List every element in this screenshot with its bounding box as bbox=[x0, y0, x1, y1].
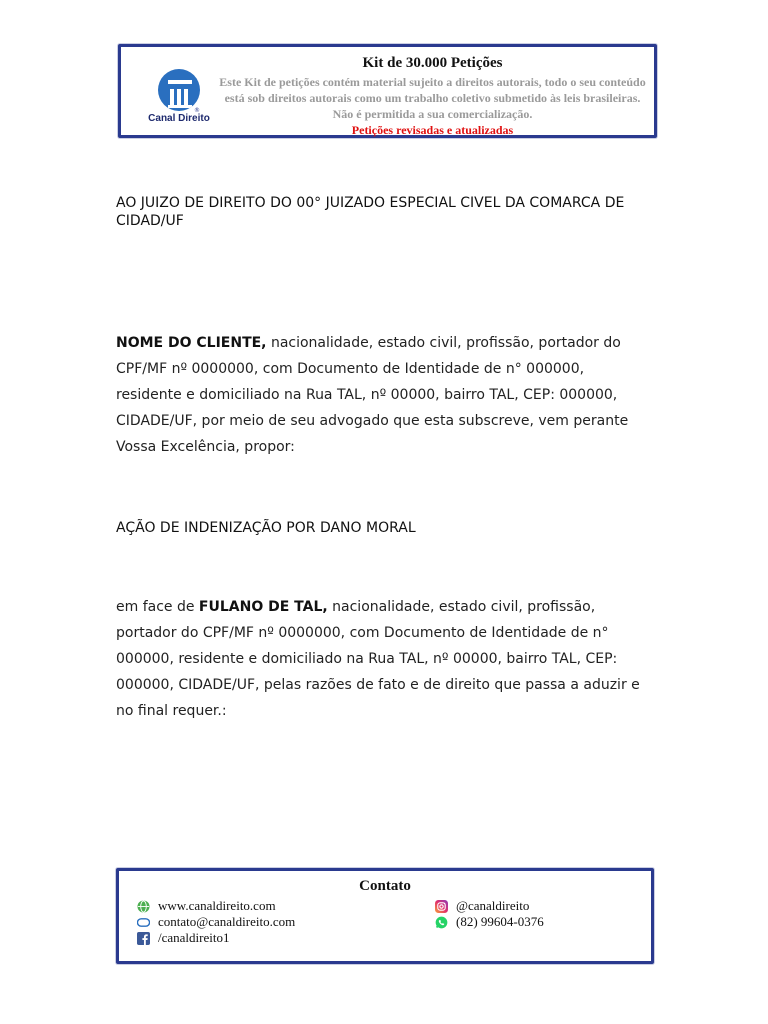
action-title: AÇÃO DE INDENIZAÇÃO POR DANO MORAL bbox=[116, 520, 416, 536]
contact-title: Contato bbox=[359, 878, 411, 894]
header-banner bbox=[118, 44, 657, 138]
contact-email[interactable] bbox=[137, 914, 295, 930]
contact-instagram[interactable] bbox=[435, 898, 529, 914]
logo-text: Canal Direito bbox=[148, 113, 210, 124]
contact-facebook[interactable] bbox=[137, 930, 229, 946]
contact-footer bbox=[116, 868, 654, 964]
defendant-name: FULANO DE TAL, bbox=[198, 599, 328, 615]
registered-icon: ® bbox=[194, 107, 200, 114]
column-icon bbox=[158, 69, 200, 111]
kit-title: Kit de 30.000 Petições bbox=[362, 55, 503, 71]
client-name: NOME DO CLIENTE, bbox=[116, 335, 267, 351]
website-text: www.canaldireito.com bbox=[158, 898, 276, 913]
instagram-icon bbox=[435, 900, 448, 913]
copyright-notice: Este Kit de petições contém material sujeito a direitos autorais, todo o seu conteúdo está sob direitos autorais como um trabalho coletivo submetido às leis brasileiras. Não é permitida a sua comercialização. bbox=[219, 75, 646, 121]
globe-icon bbox=[137, 900, 150, 913]
defendant-prefix: em face de bbox=[116, 599, 199, 615]
facebook-text: /canaldireito1 bbox=[158, 930, 230, 945]
canal-direito-logo bbox=[147, 69, 211, 124]
client-qualification-paragraph bbox=[116, 330, 646, 460]
phone-text: (82) 99604-0376 bbox=[456, 914, 544, 929]
instagram-text: @canaldireito bbox=[456, 898, 530, 913]
defendant-details: nacionalidade, estado civil, profissão, portador do CPF/MF nº 0000000, com Documento de Identidade de n° 000000, residente e domiciliado na Rua TAL, nº 00000, bairro TAL, CEP: 000000, CIDADE/UF, pelas razões de fato e de direito que passa a aduzir e no final requer.: bbox=[116, 599, 640, 719]
whatsapp-icon bbox=[435, 916, 448, 929]
contact-website[interactable] bbox=[137, 898, 276, 914]
revised-notice: Petições revisadas e atualizadas bbox=[351, 123, 514, 137]
client-details: nacionalidade, estado civil, profissão, portador do CPF/MF nº 0000000, com Documento de Identidade de n° 000000, residente e domiciliado na Rua TAL, nº 00000, bairro TAL, CEP: 000000, CIDADE/UF, por meio de seu advogado que esta subscreve, vem perante Vossa Excelência, propor: bbox=[116, 335, 629, 455]
defendant-qualification-paragraph bbox=[116, 594, 646, 724]
contact-whatsapp[interactable] bbox=[435, 914, 544, 930]
email-text: contato@canaldireito.com bbox=[158, 914, 296, 929]
mail-icon bbox=[137, 916, 150, 929]
court-heading: AO JUIZO DE DIREITO DO 00° JUIZADO ESPECIAL CIVEL DA COMARCA DE CIDAD/UF bbox=[116, 195, 625, 229]
facebook-icon bbox=[137, 932, 150, 945]
